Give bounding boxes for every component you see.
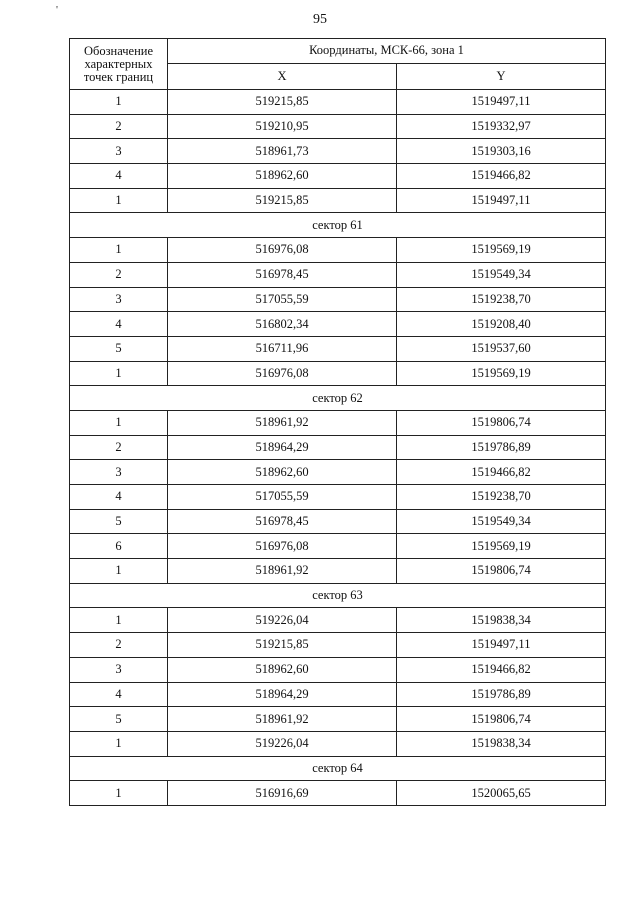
y-column-header: Y	[397, 63, 606, 89]
point-cell: 2	[70, 262, 168, 287]
point-cell: 3	[70, 139, 168, 164]
y-cell: 1520065,65	[397, 781, 606, 806]
x-cell: 519226,04	[168, 608, 397, 633]
table-row	[70, 633, 606, 658]
table-row	[70, 262, 606, 287]
y-cell: 1519786,89	[397, 435, 606, 460]
point-cell: 2	[70, 435, 168, 460]
coords-title-header: Координаты, МСК-66, зона 1	[168, 39, 606, 64]
table-row	[70, 608, 606, 633]
y-cell: 1519786,89	[397, 682, 606, 707]
point-cell: 6	[70, 534, 168, 559]
y-cell: 1519806,74	[397, 410, 606, 435]
y-cell: 1519497,11	[397, 188, 606, 213]
table-row	[70, 287, 606, 312]
point-cell: 4	[70, 312, 168, 337]
page-number: 95	[313, 12, 327, 27]
table-row	[70, 312, 606, 337]
x-cell: 516711,96	[168, 336, 397, 361]
y-cell: 1519838,34	[397, 731, 606, 756]
point-label-line3: точек границ	[83, 69, 154, 84]
y-cell: 1519569,19	[397, 534, 606, 559]
x-cell: 518961,73	[168, 139, 397, 164]
y-cell: 1519208,40	[397, 312, 606, 337]
x-cell: 516978,45	[168, 509, 397, 534]
x-cell: 518964,29	[168, 435, 397, 460]
point-cell: 1	[70, 731, 168, 756]
sector-row	[70, 756, 606, 781]
table-row	[70, 435, 606, 460]
sector-title: сектор 64	[70, 756, 606, 781]
x-cell: 516976,08	[168, 361, 397, 386]
y-cell: 1519238,70	[397, 287, 606, 312]
table-row	[70, 114, 606, 139]
x-cell: 516978,45	[168, 262, 397, 287]
x-cell: 518964,29	[168, 682, 397, 707]
y-cell: 1519569,19	[397, 238, 606, 263]
y-cell: 1519806,74	[397, 559, 606, 584]
table-row	[70, 164, 606, 189]
x-cell: 518962,60	[168, 657, 397, 682]
x-column-header: X	[168, 63, 397, 89]
y-cell: 1519806,74	[397, 707, 606, 732]
x-cell: 517055,59	[168, 485, 397, 510]
x-cell: 519226,04	[168, 731, 397, 756]
point-cell: 1	[70, 559, 168, 584]
table-row	[70, 361, 606, 386]
table-body	[70, 90, 606, 806]
x-cell: 518961,92	[168, 707, 397, 732]
point-cell: 5	[70, 336, 168, 361]
x-cell: 516802,34	[168, 312, 397, 337]
point-cell: 4	[70, 682, 168, 707]
table-row	[70, 509, 606, 534]
y-cell: 1519238,70	[397, 485, 606, 510]
sector-row	[70, 213, 606, 238]
x-cell: 519215,85	[168, 188, 397, 213]
table-header	[70, 39, 606, 90]
x-cell: 516976,08	[168, 534, 397, 559]
x-cell: 518962,60	[168, 460, 397, 485]
x-cell: 518961,92	[168, 410, 397, 435]
y-cell: 1519537,60	[397, 336, 606, 361]
table-row	[70, 410, 606, 435]
y-cell: 1519549,34	[397, 509, 606, 534]
point-cell: 1	[70, 410, 168, 435]
table-row	[70, 731, 606, 756]
table-row	[70, 559, 606, 584]
sector-title: сектор 61	[70, 213, 606, 238]
x-cell: 519215,85	[168, 633, 397, 658]
point-cell: 1	[70, 188, 168, 213]
table-row	[70, 657, 606, 682]
sector-row	[70, 386, 606, 411]
coordinates-table	[69, 38, 606, 806]
point-cell: 1	[70, 238, 168, 263]
x-cell: 518961,92	[168, 559, 397, 584]
table-row	[70, 139, 606, 164]
point-cell: 4	[70, 485, 168, 510]
table-row	[70, 534, 606, 559]
y-cell: 1519497,11	[397, 90, 606, 115]
point-label-line2: характерных	[84, 56, 153, 71]
x-cell: 516916,69	[168, 781, 397, 806]
sector-title: сектор 63	[70, 583, 606, 608]
point-cell: 3	[70, 460, 168, 485]
x-cell: 516976,08	[168, 238, 397, 263]
point-cell: 3	[70, 657, 168, 682]
x-cell: 518962,60	[168, 164, 397, 189]
y-cell: 1519569,19	[397, 361, 606, 386]
point-cell: 5	[70, 509, 168, 534]
y-cell: 1519497,11	[397, 633, 606, 658]
point-label-header	[70, 39, 168, 90]
y-cell: 1519549,34	[397, 262, 606, 287]
x-cell: 519210,95	[168, 114, 397, 139]
point-label-line1: Обозначение	[83, 43, 154, 58]
point-cell: 1	[70, 781, 168, 806]
sector-title: сектор 62	[70, 386, 606, 411]
table-row	[70, 188, 606, 213]
table-row	[70, 682, 606, 707]
scan-mark: '	[56, 4, 58, 16]
y-cell: 1519838,34	[397, 608, 606, 633]
y-cell: 1519332,97	[397, 114, 606, 139]
table-row	[70, 707, 606, 732]
point-cell: 3	[70, 287, 168, 312]
y-cell: 1519466,82	[397, 164, 606, 189]
table-row	[70, 485, 606, 510]
point-cell: 1	[70, 90, 168, 115]
point-cell: 1	[70, 608, 168, 633]
y-cell: 1519303,16	[397, 139, 606, 164]
x-cell: 519215,85	[168, 90, 397, 115]
table-row	[70, 90, 606, 115]
table-row	[70, 781, 606, 806]
point-cell: 5	[70, 707, 168, 732]
table-row	[70, 238, 606, 263]
x-cell: 517055,59	[168, 287, 397, 312]
table-row	[70, 460, 606, 485]
point-cell: 2	[70, 633, 168, 658]
sector-row	[70, 583, 606, 608]
point-cell: 1	[70, 361, 168, 386]
table-row	[70, 336, 606, 361]
point-cell: 2	[70, 114, 168, 139]
point-cell: 4	[70, 164, 168, 189]
y-cell: 1519466,82	[397, 657, 606, 682]
y-cell: 1519466,82	[397, 460, 606, 485]
